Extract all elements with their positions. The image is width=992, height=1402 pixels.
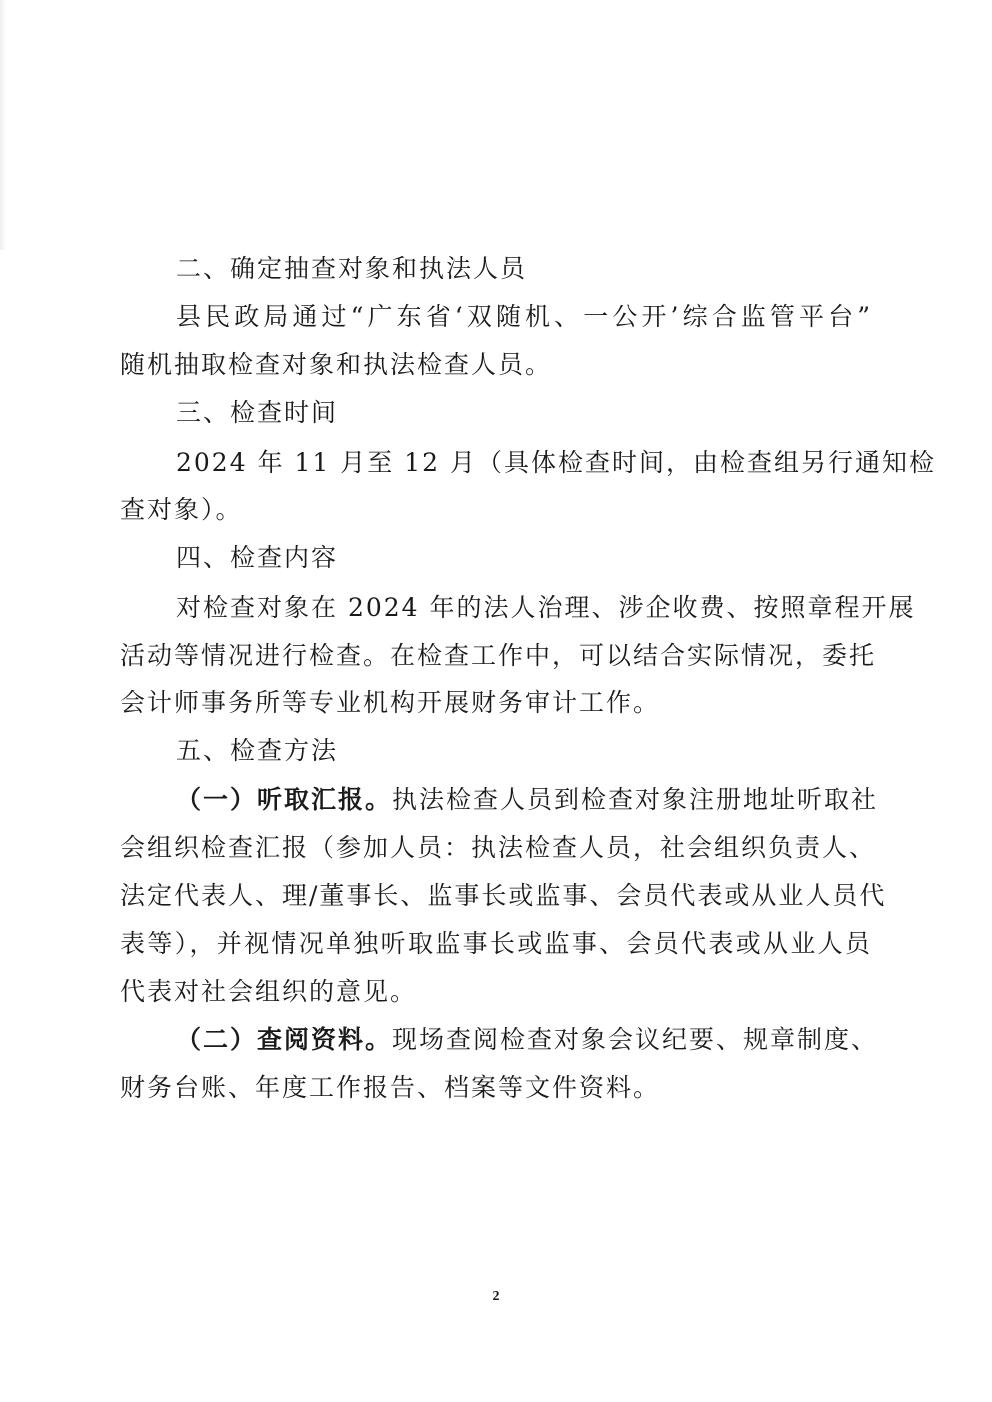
paragraph-line: 查对象）。 bbox=[120, 495, 243, 524]
paragraph-line-with-lead bbox=[176, 783, 878, 817]
bold-lead: （二）查阅资料。 bbox=[176, 1025, 393, 1054]
page-number: 2 bbox=[492, 1289, 500, 1304]
section-heading-5: 五、检查方法 bbox=[176, 736, 339, 765]
bold-lead: （一）听取汇报。 bbox=[176, 785, 393, 814]
paragraph-line: 对检查对象在 2024 年的法人治理、涉企收费、按照章程开展 bbox=[176, 593, 916, 622]
paragraph-line: 活动等情况进行检查。在检查工作中，可以结合实际情况，委托 bbox=[120, 641, 877, 670]
paragraph-line: 表等），并视情况单独听取监事长或监事、会员代表或从业人员 bbox=[120, 929, 872, 958]
section-heading-2: 二、确定抽查对象和执法人员 bbox=[176, 254, 528, 283]
paragraph-line: 会组织检查汇报（参加人员：执法检查人员，社会组织负责人、 bbox=[120, 833, 877, 862]
paragraph-line: 随机抽取检查对象和执法检查人员。 bbox=[120, 350, 553, 379]
section-heading-3: 三、检查时间 bbox=[176, 398, 339, 427]
paragraph-line: 县民政局通过“广东省‘双随机、一公开’综合监管平台” bbox=[176, 302, 872, 331]
paragraph-line-with-lead bbox=[176, 1023, 878, 1057]
scan-shadow bbox=[0, 0, 6, 250]
paragraph-line: 会计师事务所等专业机构开展财务审计工作。 bbox=[120, 688, 661, 717]
paragraph-line: 法定代表人、理/董事长、监事长或监事、会员代表或从业人员代 bbox=[120, 881, 887, 910]
paragraph-line: 2024 年 11 月至 12 月（具体检查时间，由检查组另行通知检 bbox=[176, 448, 936, 477]
paragraph-line: 财务台账、年度工作报告、档案等文件资料。 bbox=[120, 1073, 661, 1102]
paragraph-line: 代表对社会组织的意见。 bbox=[120, 977, 418, 1006]
paragraph-text: 现场查阅检查对象会议纪要、规章制度、 bbox=[392, 1025, 879, 1054]
section-heading-4: 四、检查内容 bbox=[176, 543, 339, 572]
paragraph-text: 执法检查人员到检查对象注册地址听取社 bbox=[392, 785, 879, 814]
